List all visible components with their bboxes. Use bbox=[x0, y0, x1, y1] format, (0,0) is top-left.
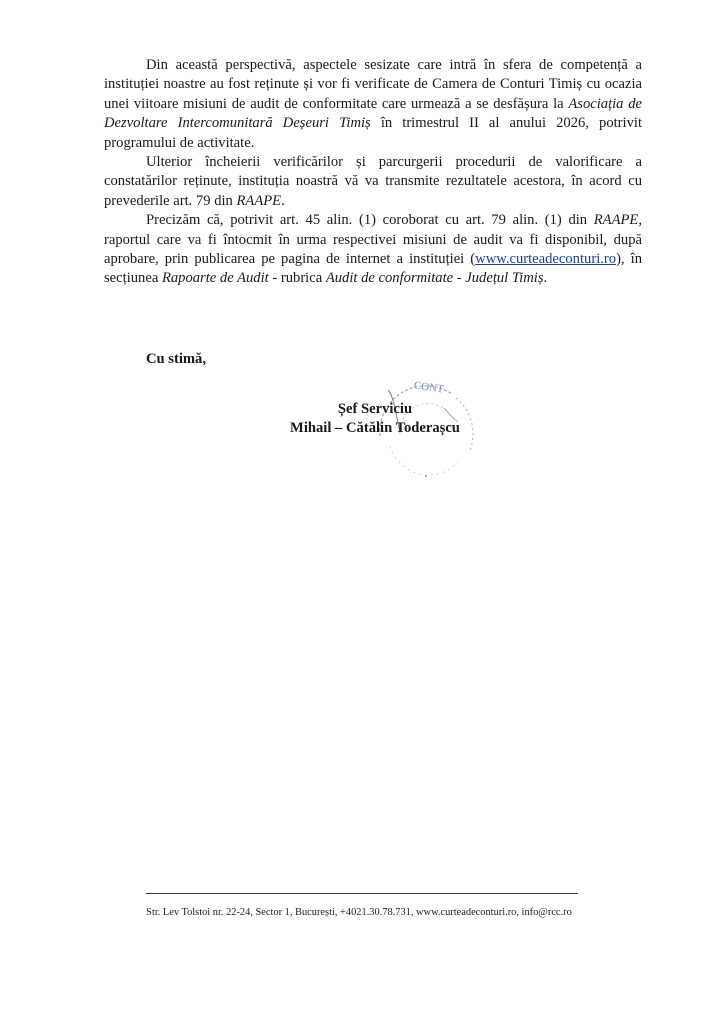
section-name: Rapoarte de Audit bbox=[161, 270, 269, 287]
website-link[interactable]: www.curteadeconturi.ro bbox=[475, 251, 617, 268]
signatory-title: Șef Serviciu bbox=[337, 401, 413, 417]
signature-block bbox=[240, 400, 510, 438]
closing-greeting: Cu stimă, bbox=[146, 351, 206, 367]
signatory-name: Mihail – Cătălin Toderașcu bbox=[290, 420, 460, 436]
footer-divider bbox=[146, 893, 578, 894]
raape-reference: RAAPE bbox=[593, 212, 639, 229]
stamp-text: CONT bbox=[413, 379, 445, 396]
footer-address: Str. Lev Tolstoi nr. 22-24, Sector 1, București, +4021.30.78.731, www.curteadeconturi.ro, info@rcc.ro bbox=[146, 907, 572, 918]
letter-body bbox=[104, 56, 642, 289]
raape-reference: RAAPE bbox=[236, 192, 282, 209]
paragraph-audit-plan: Din această perspectivă, aspectele sesizate care intră în sfera de competență a instituției noastre au fost reținute și vor fi verificate de Camera de Conturi Timiș cu ocazia unei viitoare misiuni de audit de conformitate care urmează a se desfășura la Asociația de Dezvoltare Intercomunitară Deșeuri Timiș în trimestrul II al anului 2026, potrivit programului de activitate. bbox=[104, 57, 642, 151]
paragraph-results: Ulterior încheierii verificărilor și parcurgerii procedurii de valorificare a constatărilor reținute, instituția noastră vă va transmite rezultatele acestora, în acord cu prevederile art. 79 din RAAPE. bbox=[104, 154, 642, 209]
rubric-name: Audit de conformitate - Județul Timiș bbox=[325, 270, 544, 287]
entity-name: Asociația de Dezvoltare Intercomunitară Deșeuri Timiș bbox=[104, 95, 642, 132]
paragraph-publication: Precizăm că, potrivit art. 45 alin. (1) coroborat cu art. 79 alin. (1) din RAAPE, raportul care va fi întocmit în urma respectivei misiuni de audit va fi disponibil, după aprobare, prin publicarea pe pagina de internet a instituției (www.curteadeconturi.ro), în secțiunea Rapoarte de Audit - rubrica Audit de conformitate - Județul Timiș. bbox=[104, 212, 643, 287]
